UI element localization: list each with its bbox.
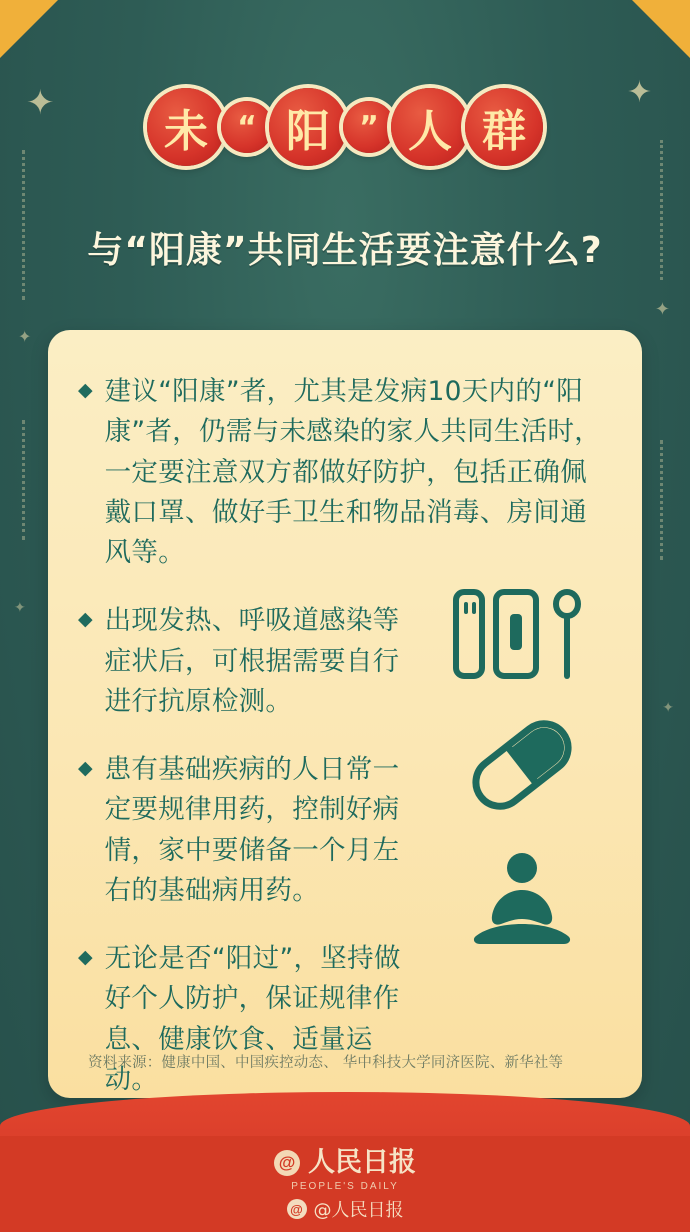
list-item-text: 出现发热、呼吸道感染等症状后，可根据需要自行进行抗原检测。 [104, 605, 400, 717]
sparkle-icon: ✦ [26, 84, 55, 122]
social-handle-text: @人民日报 [313, 1200, 404, 1221]
list-item-text: 建议“阳康”者，尤其是发病10天内的“阳康”者，仍需与未感染的家人共同生活时，一定要注意双方都做好防护，包括正确佩戴口罩、做好手卫生和物品消毒、房间通风等。 [104, 376, 602, 569]
diamond-bullet-icon: ◆ [78, 380, 93, 401]
diamond-bullet-icon: ◆ [78, 609, 93, 631]
sparkle-icon: ✦ [654, 299, 670, 319]
weibo-handle-icon: @ [287, 1199, 307, 1219]
sparkle-icon: ✦ [18, 329, 32, 346]
title-badge: “ [221, 101, 273, 153]
weibo-logo-icon: @ [274, 1150, 300, 1176]
dotted-line-decoration [22, 420, 28, 540]
dotted-line-decoration [660, 440, 666, 560]
capsule-pill-icon [452, 711, 602, 824]
content-card [48, 330, 642, 1098]
list-item-text: 无论是否“阳过”，坚持做好个人防护，保证规律作息、健康饮食、适量运动。 [104, 943, 401, 1095]
page-subtitle: 与“阳康”共同生活要注意什么? [87, 230, 603, 271]
list-item [78, 372, 618, 573]
antigen-test-kit-icon [452, 588, 602, 685]
brand-name-en: PEOPLE'S DAILY [291, 1181, 399, 1192]
social-handle[interactable] [0, 1196, 690, 1222]
sparkle-icon: ✦ [14, 599, 26, 615]
list-item-text: 患有基础疾病的人日常一定要规律用药，控制好病情，家中要储备一个月左右的基础病用药。 [104, 754, 400, 906]
sparkle-icon: ✦ [662, 699, 674, 715]
corner-decoration-top-right [632, 0, 690, 58]
title-badge: 阳 [269, 88, 347, 166]
title-badge: 群 [465, 88, 543, 166]
source-note: 资料来源：健康中国、中国疾控动态、 华中科技大学同济医院、新华社等 [88, 1055, 564, 1071]
title-badge: 未 [147, 88, 225, 166]
meditation-person-icon [452, 850, 602, 965]
title-badge: ” [343, 101, 395, 153]
diamond-bullet-icon: ◆ [78, 758, 93, 780]
diamond-bullet-icon: ◆ [78, 947, 93, 969]
illustration-column [452, 588, 602, 991]
brand-logo [0, 1149, 690, 1176]
sparkle-icon: ✦ [626, 76, 652, 109]
corner-decoration-top-left [0, 0, 58, 58]
title-badge: 人 [391, 88, 469, 166]
brand-name-cn: 人民日报 [308, 1147, 416, 1178]
title-badge-group [0, 84, 690, 166]
